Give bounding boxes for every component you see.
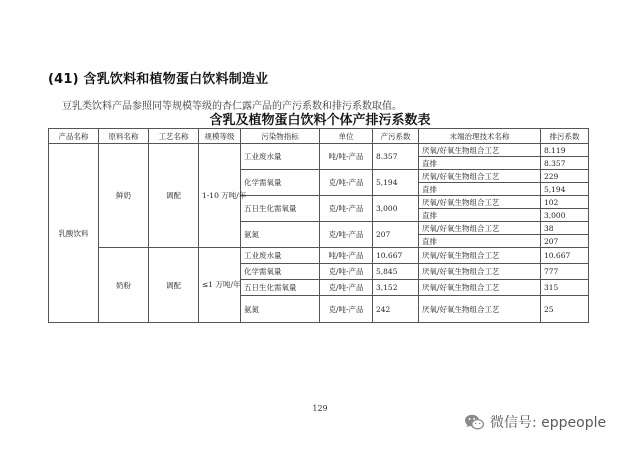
emission-coefficient-cell: 25 [541, 296, 589, 323]
produce-coefficient-cell: 3,152 [373, 280, 419, 296]
emission-coefficient-cell: 207 [541, 235, 589, 248]
column-header: 排污系数 [541, 129, 589, 144]
treatment-cell: 厌氧/好氧生物组合工艺 [419, 144, 541, 157]
treatment-cell: 直排 [419, 209, 541, 222]
page-number: 129 [312, 404, 328, 413]
process-cell: 调配 [149, 248, 199, 323]
indicator-cell: 化学需氧量 [241, 170, 320, 196]
produce-coefficient-cell: 5,845 [373, 264, 419, 280]
produce-coefficient-cell: 10.667 [373, 248, 419, 264]
wechat-watermark [464, 412, 606, 432]
table-row [49, 248, 589, 264]
column-header: 产污系数 [373, 129, 419, 144]
treatment-cell: 厌氧/好氧生物组合工艺 [419, 170, 541, 183]
indicator-cell: 化学需氧量 [241, 264, 320, 280]
unit-cell: 克/吨-产品 [320, 264, 373, 280]
material-cell: 奶粉 [99, 248, 149, 323]
unit-cell: 克/吨-产品 [320, 296, 373, 323]
emission-coefficient-cell: 38 [541, 222, 589, 235]
note-text: 豆乳类饮料产品参照同等规模等级的杏仁露产品的产污系数和排污系数取值。 [62, 101, 402, 112]
table-title: 含乳及植物蛋白饮料个体产排污系数表 [209, 113, 431, 128]
process-cell: 调配 [149, 144, 199, 248]
treatment-cell: 厌氧/好氧生物组合工艺 [419, 296, 541, 323]
emission-coefficient-cell: 8.119 [541, 144, 589, 157]
unit-cell: 克/吨-产品 [320, 196, 373, 222]
indicator-cell: 氨氮 [241, 296, 320, 323]
emission-coefficient-cell: 5,194 [541, 183, 589, 196]
unit-cell: 吨/吨-产品 [320, 144, 373, 170]
indicator-cell: 五日生化需氧量 [241, 196, 320, 222]
emission-coefficient-cell: 8.357 [541, 157, 589, 170]
produce-coefficient-cell: 3,000 [373, 196, 419, 222]
emission-coefficient-cell: 102 [541, 196, 589, 209]
indicator-cell: 氨氮 [241, 222, 320, 248]
indicator-cell: 五日生化需氧量 [241, 280, 320, 296]
watermark-text: 微信号: eppeople [490, 415, 607, 431]
column-header: 原料名称 [99, 129, 149, 144]
treatment-cell: 直排 [419, 157, 541, 170]
column-header: 规模等级 [199, 129, 241, 144]
produce-coefficient-cell: 8.357 [373, 144, 419, 170]
scale-cell: 1-10 万吨/年 [199, 144, 241, 248]
treatment-cell: 厌氧/好氧生物组合工艺 [419, 248, 541, 264]
produce-coefficient-cell: 207 [373, 222, 419, 248]
emission-coefficient-table [48, 128, 589, 323]
column-header: 污染物指标 [241, 129, 320, 144]
unit-cell: 克/吨-产品 [320, 170, 373, 196]
column-header: 单位 [320, 129, 373, 144]
indicator-cell: 工业废水量 [241, 248, 320, 264]
indicator-cell: 工业废水量 [241, 144, 320, 170]
emission-coefficient-cell: 3,000 [541, 209, 589, 222]
emission-coefficient-cell: 229 [541, 170, 589, 183]
product-name-cell: 乳酸饮料 [49, 144, 99, 323]
produce-coefficient-cell: 242 [373, 296, 419, 323]
wechat-icon [464, 413, 484, 431]
section-heading: (41) 含乳饮料和植物蛋白饮料制造业 [48, 72, 269, 87]
emission-coefficient-cell: 777 [541, 264, 589, 280]
treatment-cell: 直排 [419, 183, 541, 196]
treatment-cell: 直排 [419, 235, 541, 248]
scale-cell: ≤1 万吨/年 [199, 248, 241, 323]
unit-cell: 吨/吨-产品 [320, 248, 373, 264]
column-header: 产品名称 [49, 129, 99, 144]
unit-cell: 克/吨-产品 [320, 222, 373, 248]
treatment-cell: 厌氧/好氧生物组合工艺 [419, 222, 541, 235]
treatment-cell: 厌氧/好氧生物组合工艺 [419, 196, 541, 209]
unit-cell: 克/吨-产品 [320, 280, 373, 296]
table-row [49, 144, 589, 157]
table-header-row [49, 129, 589, 144]
emission-coefficient-cell: 315 [541, 280, 589, 296]
treatment-cell: 厌氧/好氧生物组合工艺 [419, 264, 541, 280]
produce-coefficient-cell: 5,194 [373, 170, 419, 196]
material-cell: 鲜奶 [99, 144, 149, 248]
column-header: 工艺名称 [149, 129, 199, 144]
column-header: 末端治理技术名称 [419, 129, 541, 144]
emission-coefficient-cell: 10.667 [541, 248, 589, 264]
treatment-cell: 厌氧/好氧生物组合工艺 [419, 280, 541, 296]
